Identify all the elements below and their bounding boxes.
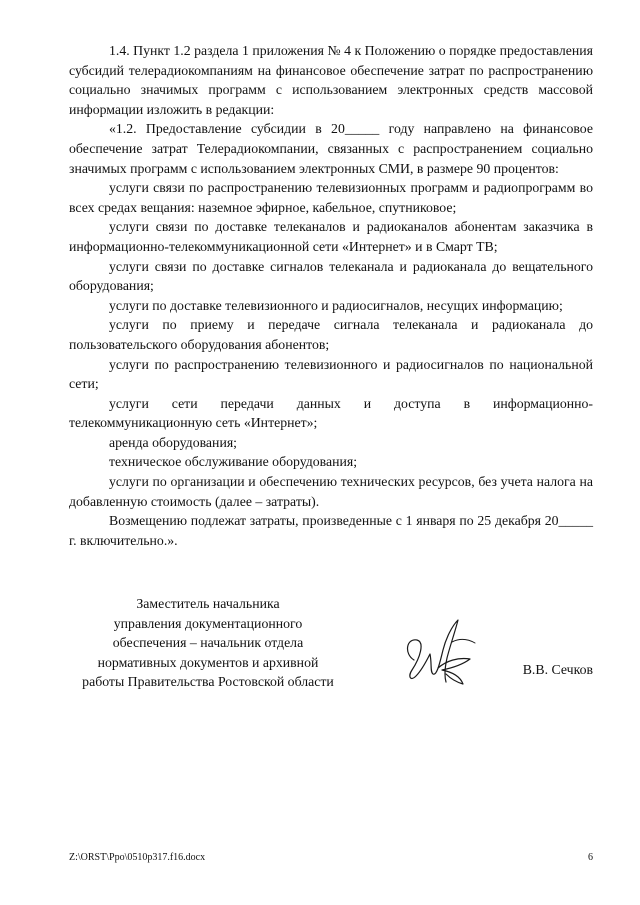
list-item-data-network: услуги сети передачи данных и доступа в информационно-телекоммуникационную сеть «Интернет»; [69, 395, 593, 431]
list-item-equipment-maintenance: техническое обслуживание оборудования; [109, 454, 358, 470]
page-number: 6 [588, 852, 593, 863]
list-item-equipment-rental: аренда оборудования; [109, 434, 238, 450]
handwritten-signature [400, 612, 482, 694]
position-line: Заместитель начальника [136, 596, 280, 611]
document-body [69, 41, 593, 550]
list-item-radio-tv-delivery: услуги по доставке телевизионного и радиосигналов, несущих информацию; [109, 297, 563, 313]
paragraph-1-4: 1.4. Пункт 1.2 раздела 1 приложения № 4 к Положению о порядке предоставления субсидий телерадиокомпаниям на финансовое обеспечение затрат по распространению социально значимых программ с использованием электронных средств массовой информации изложить в редакции: [69, 43, 593, 117]
signatory-position [69, 594, 347, 692]
list-item-technical-resources: услуги по организации и обеспечению технических ресурсов, без учета налога на добавленную стоимость (далее – затраты). [69, 474, 593, 509]
footer-file-path: Z:\ORST\Ppo\0510p317.f16.docx [69, 852, 206, 863]
list-item-internet-delivery: услуги связи по доставке телеканалов и радиоканалов абонентам заказчика в информационно-телекоммуникационной сети «Интернет» и в Смарт ТВ; [69, 219, 593, 254]
signer-name: В.В. Сечков [522, 662, 593, 677]
position-line: работы Правительства Ростовской области [82, 674, 334, 690]
paragraph-1-2-intro: «1.2. Предоставление субсидии в 20_____ году направлено на финансовое обеспечение затрат Телерадиокомпании, связанных с распространением социально значимых программ с использованием электронных СМИ, в размере 90 процентов: [69, 121, 593, 176]
paragraph-reimbursement: Возмещению подлежат затраты, произведенные с 1 января по 25 декабря 20_____ г. включительно.». [69, 513, 593, 548]
position-line: обеспечения – начальник отдела [112, 635, 304, 651]
list-item-signal-delivery: услуги связи по доставке сигналов телеканала и радиоканала до вещательного оборудования; [69, 258, 593, 294]
list-item-national-network: услуги по распространению телевизионного и радиосигналов по национальной сети; [69, 356, 593, 392]
list-item-broadcast-services: услуги связи по распространению телевизионных программ и радиопрограмм во всех средах вещания: наземное эфирное, кабельное, спутниковое; [69, 180, 593, 215]
position-line: нормативных документов и архивной [97, 654, 319, 670]
position-line: управления документационного [113, 615, 303, 631]
list-item-signal-reception: услуги по приему и передаче сигнала телеканала и радиоканала до пользовательского оборудования абонентов; [69, 317, 593, 352]
